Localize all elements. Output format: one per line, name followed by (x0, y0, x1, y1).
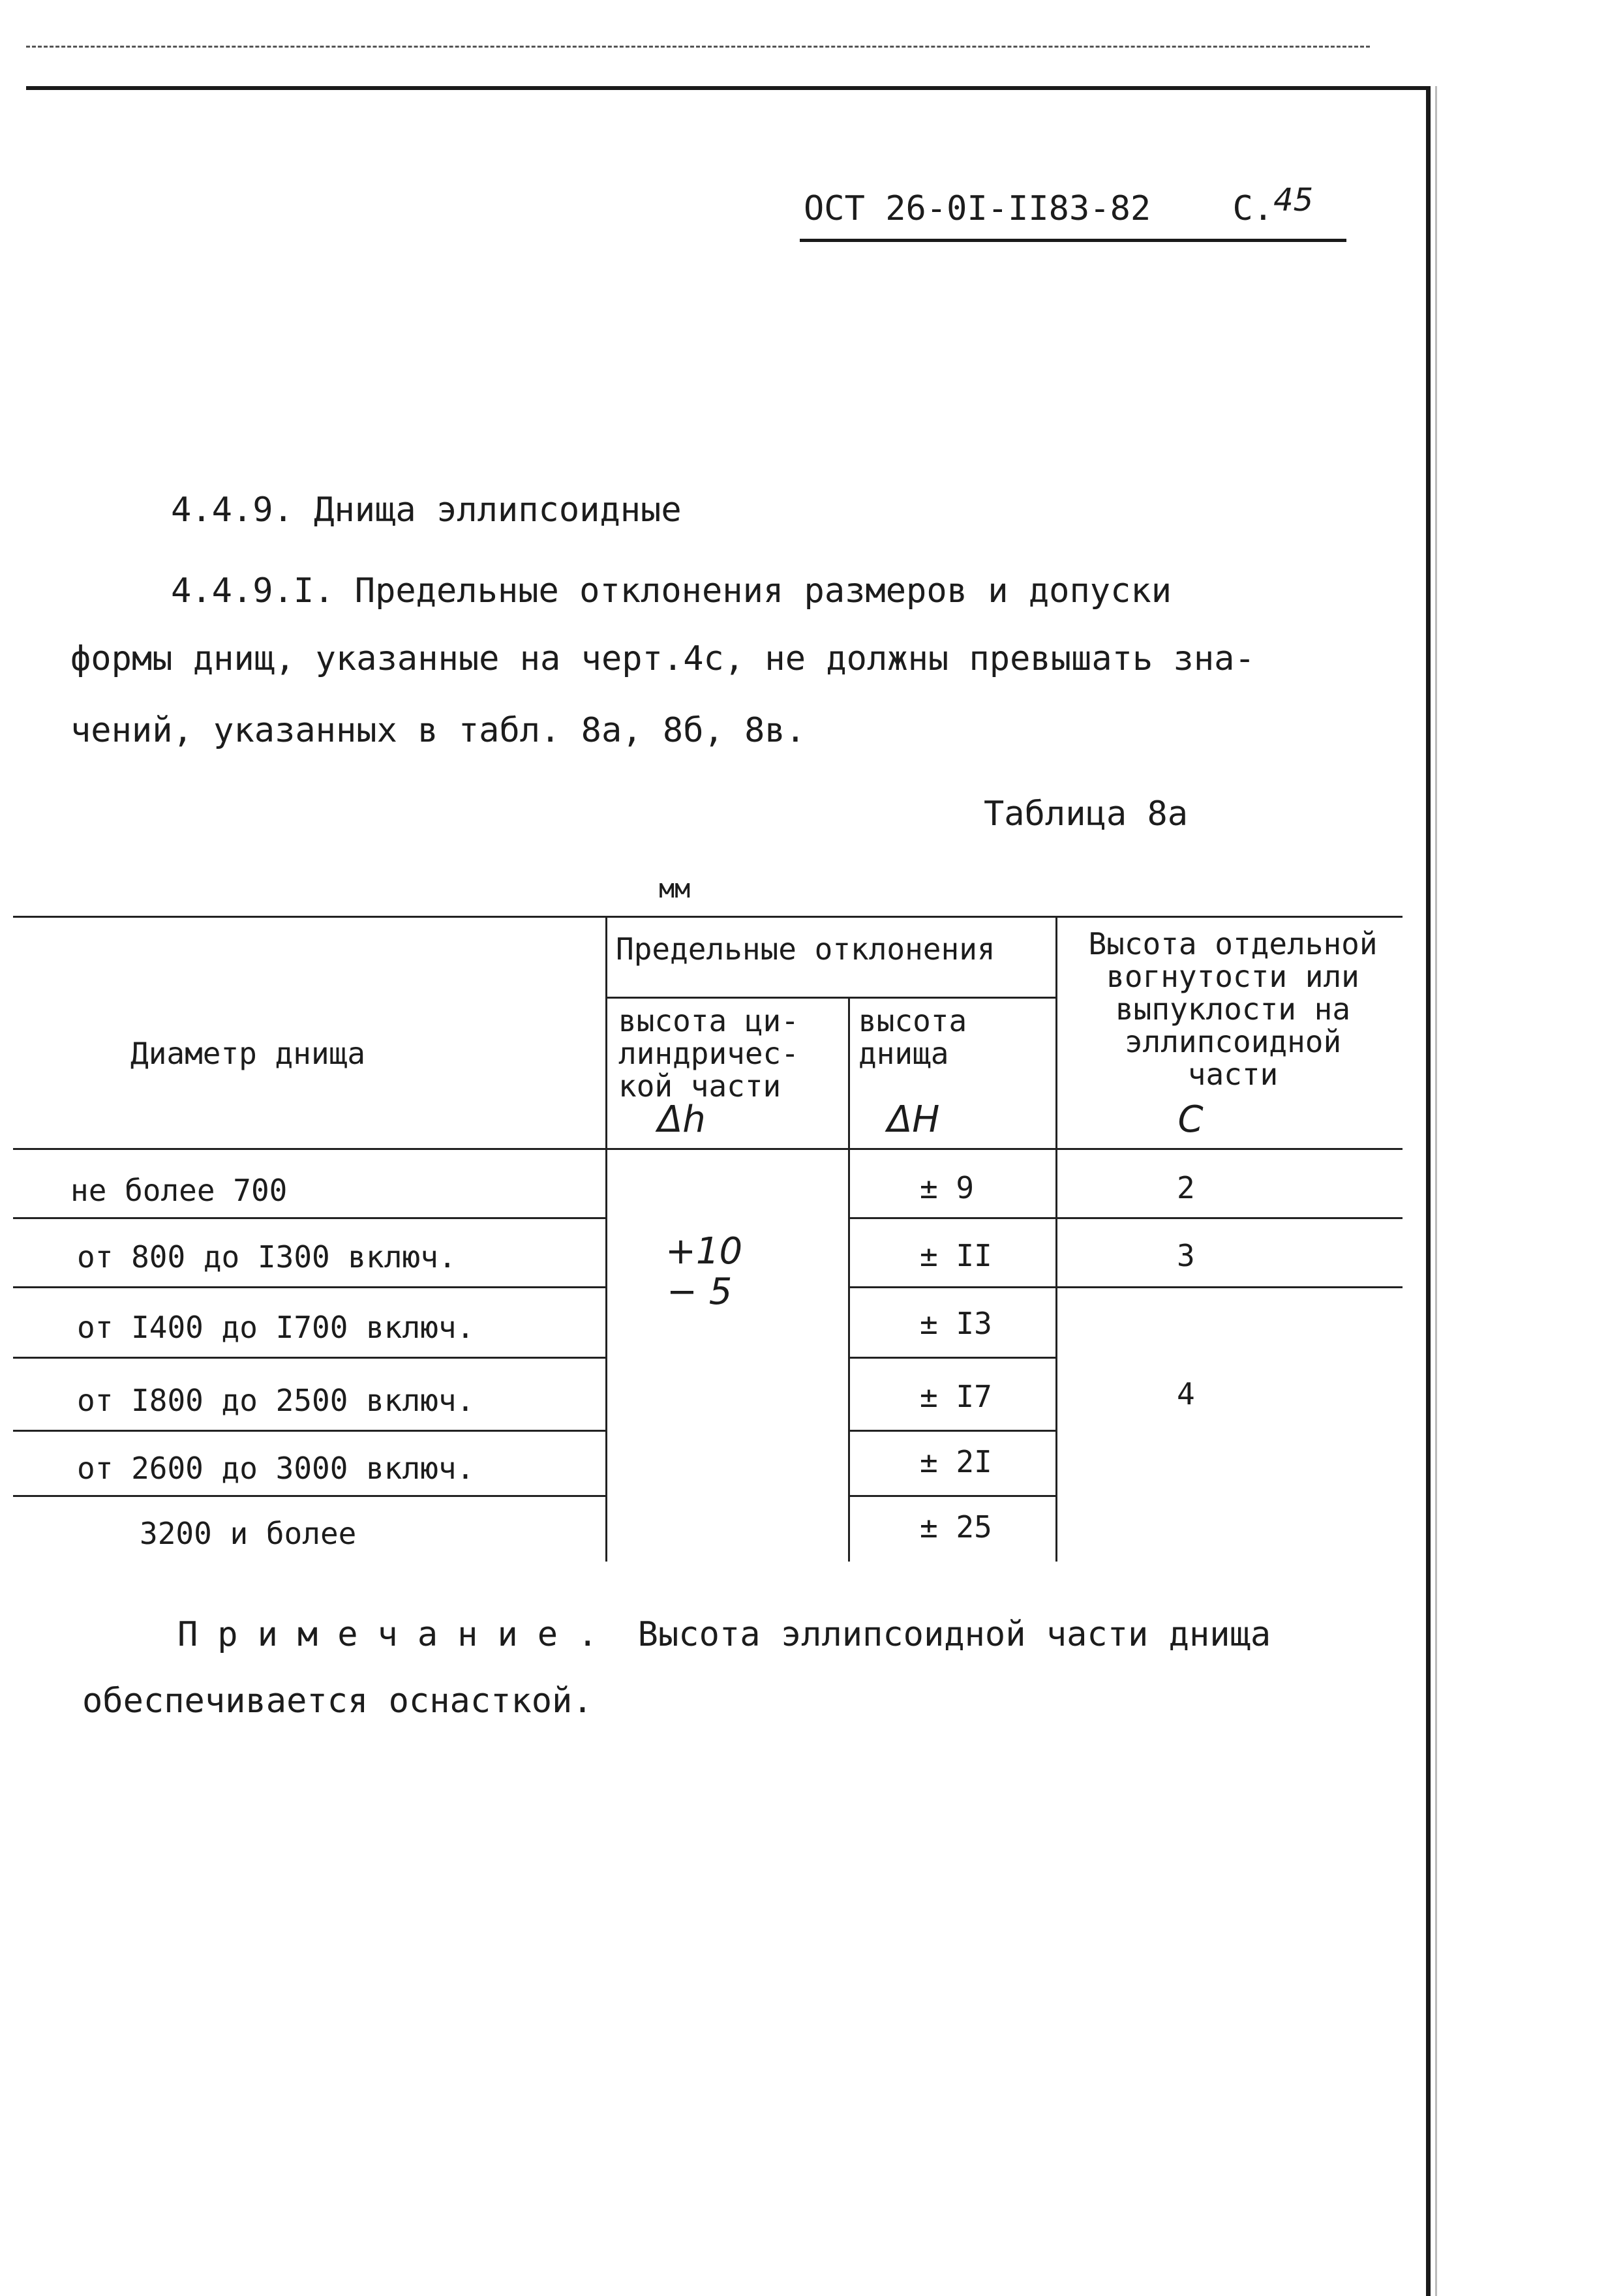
header-bottom-line (13, 1148, 1403, 1150)
page-number: 45 (1273, 182, 1314, 219)
row-5-diameter: от 2600 до 3000 включ. (77, 1451, 475, 1486)
note-label: Примечание. (177, 1615, 618, 1654)
section-heading: 4.4.9. Днища эллипсоидные (171, 491, 682, 530)
row-2-dH: ± II (920, 1238, 992, 1273)
col-line-3 (1055, 916, 1057, 1562)
row-2-c: 3 (1177, 1238, 1195, 1273)
paragraph-line-1: 4.4.9.I. Предельные отклонения размеров и допуски (171, 571, 1172, 611)
header-cyl-height: высота ци- линдричес- кой части (618, 1003, 799, 1104)
table-top-line (13, 916, 1403, 918)
cyl-deviation-lower: − 5 (667, 1271, 733, 1313)
header-concavity-symbol: C (1177, 1098, 1204, 1141)
subheader-line (605, 997, 1055, 999)
header-cyl-symbol: Δh (658, 1098, 706, 1141)
row-3-diameter: от I400 до I700 включ. (77, 1310, 475, 1345)
table-title: Таблица 8а (984, 794, 1189, 834)
row-line-3-right (848, 1357, 1055, 1359)
header-deviations: Предельные отклонения (616, 931, 995, 967)
header-diameter: Диаметр днища (130, 1036, 366, 1071)
col-line-2 (848, 997, 850, 1562)
frame-top-border (26, 86, 1429, 90)
header-bottom-symbol: ΔH (887, 1098, 940, 1141)
table-unit: мм (659, 874, 691, 904)
row-line-5-left (13, 1495, 605, 1497)
row-6-dH: ± 25 (920, 1509, 992, 1545)
row-line-4-right (848, 1430, 1055, 1432)
rows-3-6-c: 4 (1177, 1376, 1195, 1412)
row-5-dH: ± 2I (920, 1444, 992, 1479)
doc-number: ОСТ 26-0I-II83-82 (804, 189, 1151, 228)
frame-top-dashed-line (26, 46, 1370, 48)
page-prefix: С. (1232, 189, 1274, 228)
row-4-dH: ± I7 (920, 1379, 992, 1414)
header-concavity: Высота отдельной вогнутости или выпуклости на эллипсоидной части (1088, 926, 1378, 1092)
row-line-3-left (13, 1357, 605, 1359)
row-line-1-right (848, 1217, 1403, 1219)
document-header (804, 182, 1314, 228)
row-1-diameter: не более 700 (70, 1173, 288, 1208)
col-line-1 (605, 916, 607, 1562)
paragraph-line-3: чений, указанных в табл. 8а, 8б, 8в. (70, 711, 806, 750)
row-line-2-left (13, 1286, 605, 1288)
row-1-c: 2 (1177, 1170, 1195, 1205)
frame-right-border (1426, 86, 1431, 2296)
note-text-1: Высота эллипсоидной части днища (617, 1615, 1271, 1654)
row-line-1-left (13, 1217, 605, 1219)
note-line-2: обеспечивается оснасткой. (82, 1682, 593, 1721)
header-underline (800, 239, 1346, 242)
row-line-4-left (13, 1430, 605, 1432)
row-2-diameter: от 800 до I300 включ. (77, 1239, 457, 1275)
row-1-dH: ± 9 (920, 1170, 975, 1205)
note-line-1 (177, 1615, 1271, 1654)
row-4-diameter: от I800 до 2500 включ. (77, 1383, 475, 1418)
row-line-2-right (848, 1286, 1403, 1288)
row-3-dH: ± I3 (920, 1306, 992, 1341)
header-bottom-height: высота днища (858, 1003, 967, 1071)
cyl-deviation-upper: +10 (665, 1230, 743, 1273)
frame-right-border-shadow (1435, 86, 1437, 2296)
row-line-5-right (848, 1495, 1055, 1497)
paragraph-line-2: формы днищ, указанные на черт.4с, не должны превышать зна- (70, 639, 1255, 678)
row-6-diameter: 3200 и более (140, 1516, 357, 1551)
